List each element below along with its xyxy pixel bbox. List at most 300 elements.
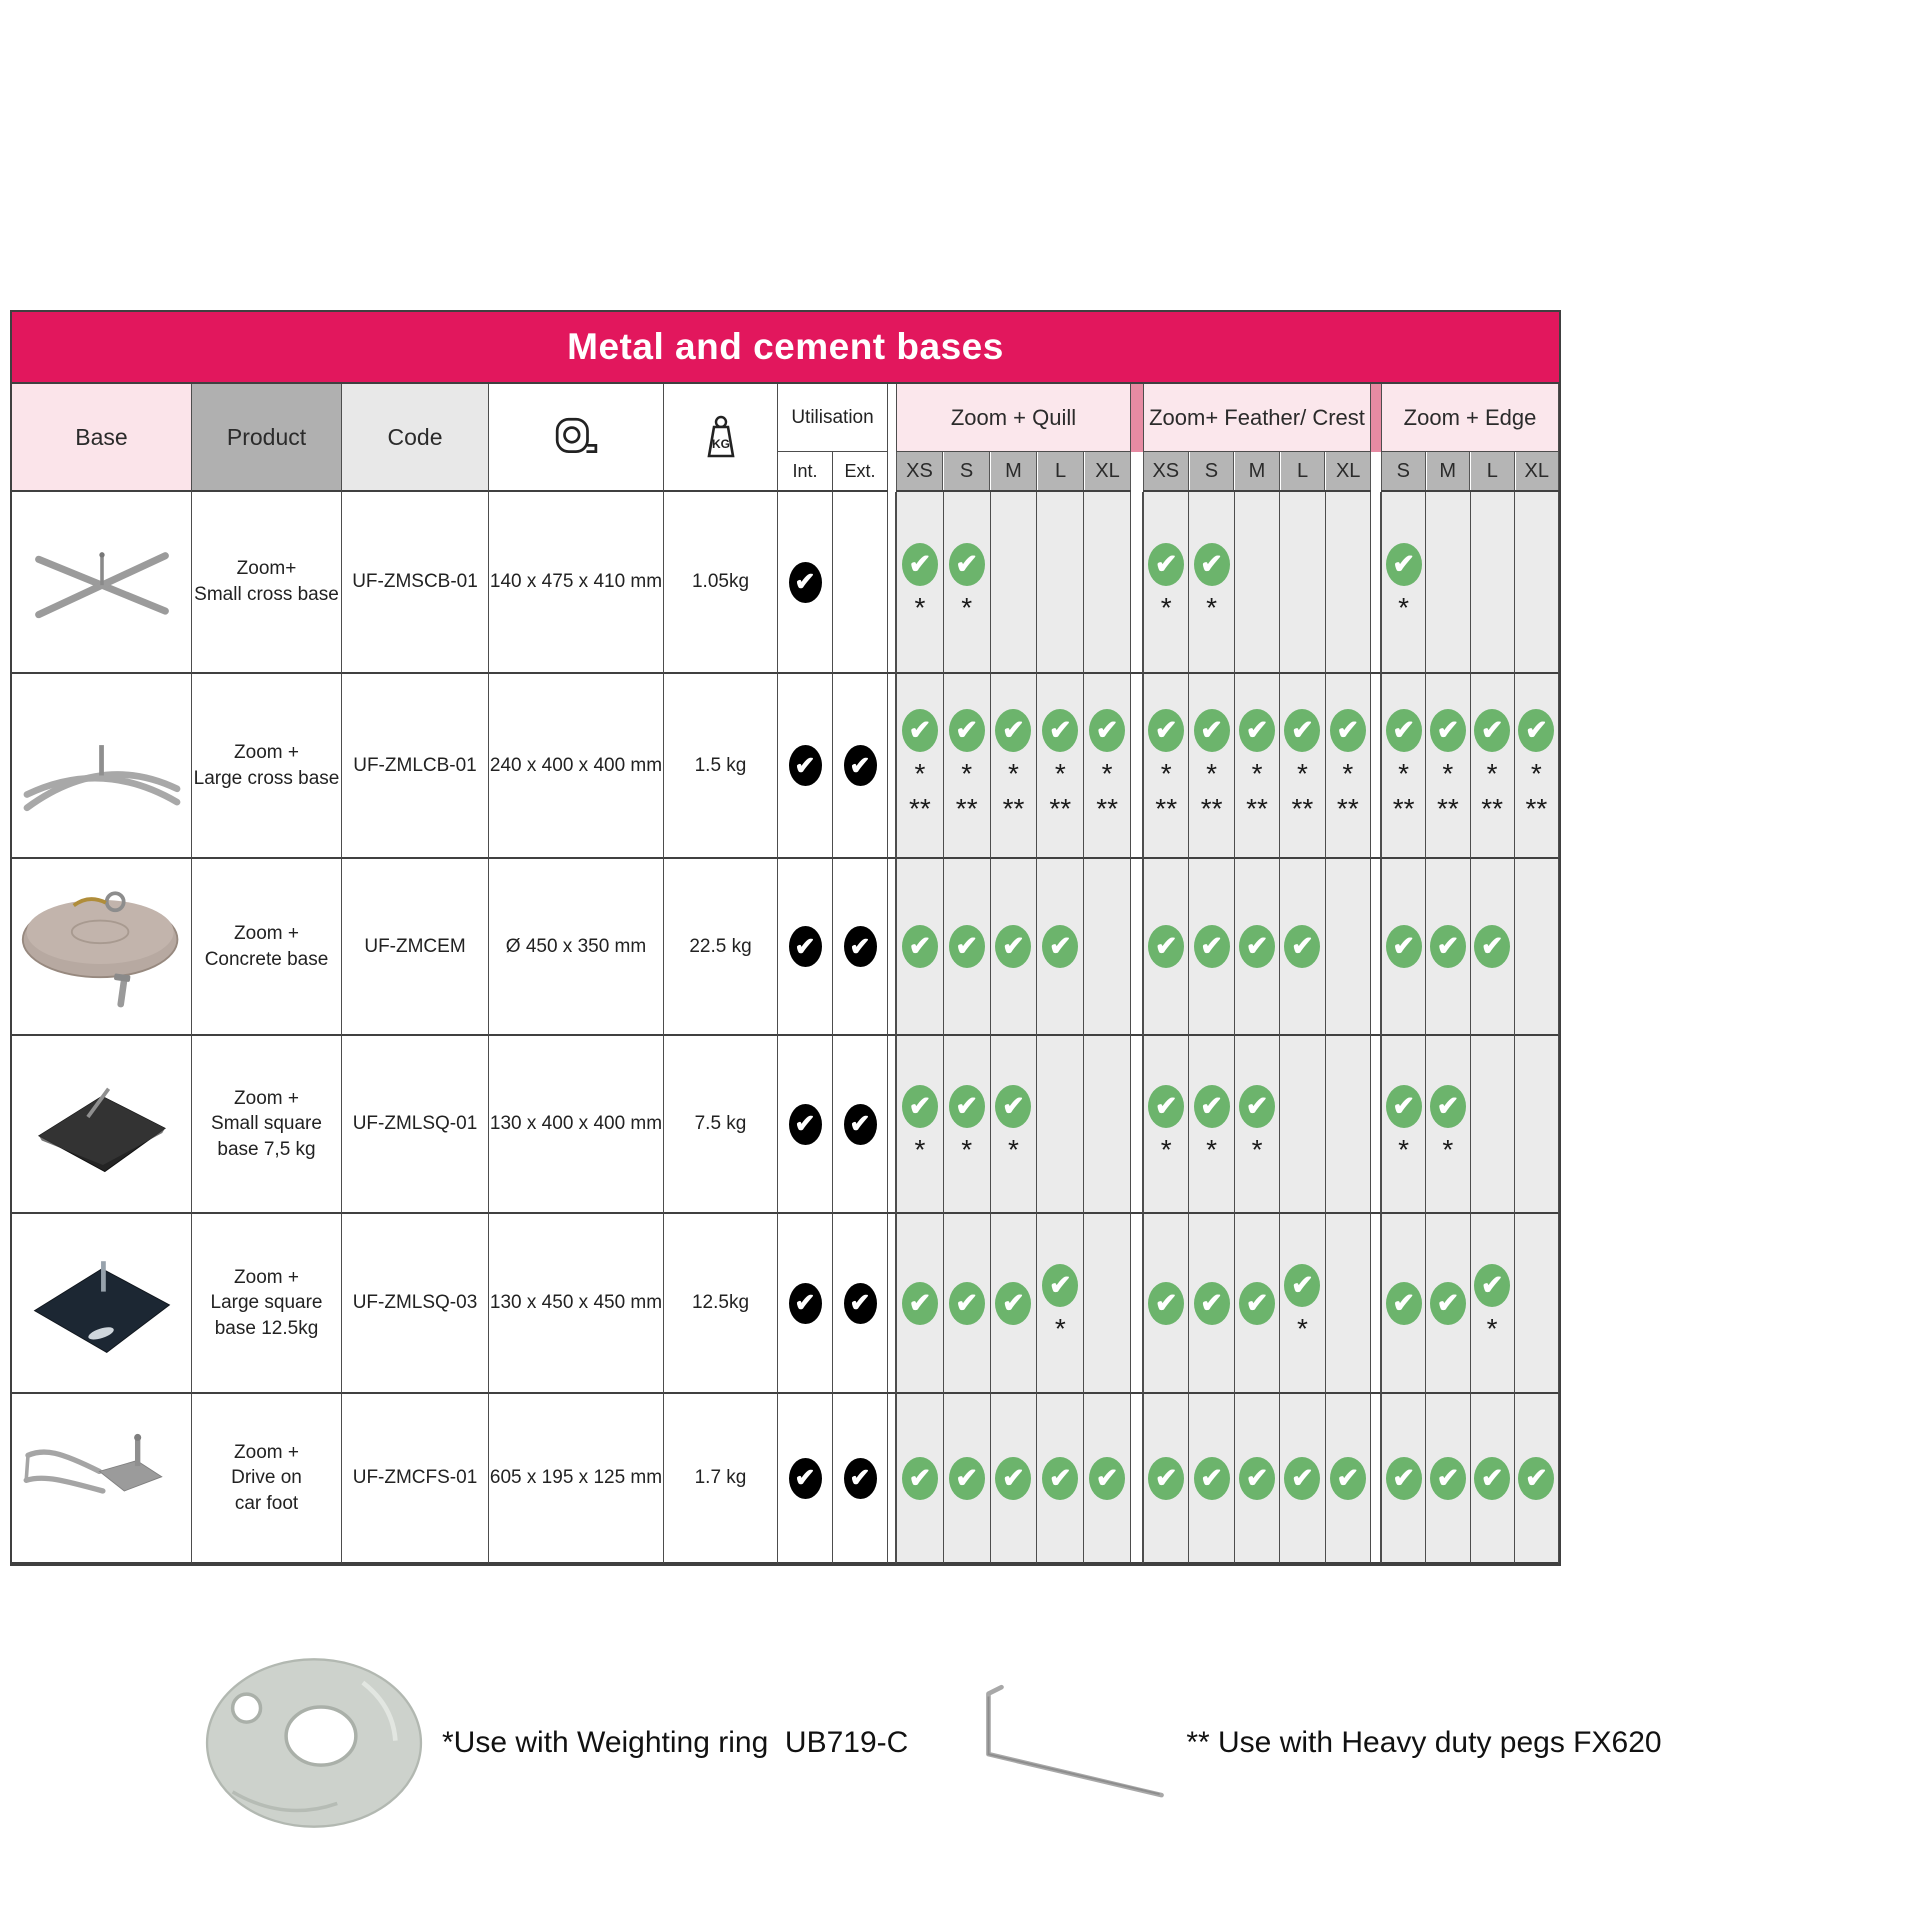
cell-feather-m: [1235, 492, 1280, 674]
section-header-quill: [896, 384, 1131, 492]
asterisk-note: *: [1296, 1313, 1308, 1344]
cell-quill-xl: [1084, 1036, 1131, 1214]
asterisk-note: **: [1291, 793, 1314, 824]
cell-feather-xl: [1326, 1394, 1371, 1564]
cell-edge-l: [1471, 674, 1515, 859]
size-header-quill-m: M: [990, 452, 1037, 490]
asterisk-note: *: [961, 592, 973, 623]
heavy-duty-peg-image: [968, 1677, 1182, 1809]
cell-quill-xs: [896, 1394, 944, 1564]
cell-feather-xs: [1143, 1394, 1189, 1564]
green-check-icon: ✔: [949, 543, 985, 586]
cell-edge-xl: [1515, 1214, 1559, 1394]
green-check-icon: ✔: [995, 1085, 1031, 1128]
small-square-base-image: [12, 1036, 192, 1214]
cell-quill-m: [991, 1394, 1038, 1564]
cell-quill-s: [944, 859, 991, 1036]
product-weight: 7.5 kg: [664, 1036, 778, 1214]
green-check-icon: ✔: [1386, 543, 1422, 586]
cell-feather-s: [1189, 492, 1234, 674]
asterisk-note: **: [1246, 793, 1268, 824]
column-gap: [1371, 1394, 1381, 1564]
green-check-icon: ✔: [1430, 1457, 1466, 1500]
column-gap: [888, 859, 896, 1036]
product-code: UF-ZMCFS-01: [342, 1394, 489, 1564]
table-row: [12, 1214, 1559, 1394]
green-check-icon: ✔: [949, 1282, 985, 1325]
asterisk-note: **: [1481, 793, 1504, 824]
column-gap: [1131, 384, 1143, 492]
column-gap: [888, 492, 896, 674]
asterisk-note: **: [1392, 793, 1415, 824]
table-row: [12, 1394, 1559, 1564]
asterisk-note: *: [1008, 1134, 1019, 1165]
asterisk-note: *: [1008, 758, 1019, 789]
product-dimensions: 130 x 400 x 400 mm: [489, 1036, 664, 1214]
green-check-icon: ✔: [1474, 925, 1510, 968]
green-check-icon: ✔: [1284, 1264, 1320, 1307]
cell-quill-s: [944, 1036, 991, 1214]
cell-feather-s: [1189, 1214, 1234, 1394]
section-quill-cells: [896, 1394, 1131, 1564]
green-check-icon: ✔: [1518, 1457, 1554, 1500]
column-gap: [1371, 1036, 1381, 1214]
product-dimensions: 140 x 475 x 410 mm: [489, 492, 664, 674]
cell-feather-xs: [1143, 1036, 1189, 1214]
asterisk-note: *: [1160, 758, 1172, 789]
cell-feather-m: [1235, 1036, 1280, 1214]
section-feather-cells: [1143, 674, 1371, 859]
asterisk-note: **: [1336, 793, 1359, 824]
green-check-icon: ✔: [1148, 1282, 1184, 1325]
green-check-icon: ✔: [1518, 709, 1554, 752]
column-gap: [1131, 492, 1143, 674]
green-check-icon: ✔: [1194, 925, 1230, 968]
cell-feather-s: [1189, 1036, 1234, 1214]
legend-footer: [180, 1650, 1662, 1836]
cell-feather-xs: [1143, 1214, 1189, 1394]
size-header-edge-m: M: [1426, 452, 1471, 490]
cell-quill-xl: [1084, 859, 1131, 1036]
product-dimensions: 605 x 195 x 125 mm: [489, 1394, 664, 1564]
table-row: [12, 859, 1559, 1036]
size-header-feather-m: M: [1234, 452, 1280, 490]
asterisk-note: *: [914, 758, 926, 789]
ext-utilisation-cell: [833, 492, 888, 674]
cell-feather-l: [1280, 859, 1325, 1036]
cell-quill-l: [1037, 1036, 1084, 1214]
column-gap: [888, 1214, 896, 1394]
product-code: UF-ZMSCB-01: [342, 492, 489, 674]
svg-text:KG: KG: [711, 437, 730, 451]
table-header: [12, 384, 1559, 492]
green-check-icon: ✔: [1284, 709, 1320, 752]
cell-quill-xl: [1084, 1394, 1131, 1564]
asterisk-note: **: [1436, 793, 1459, 824]
product-weight: 1.05kg: [664, 492, 778, 674]
product-weight: 12.5kg: [664, 1214, 778, 1394]
bases-table: [10, 310, 1561, 1566]
asterisk-note: **: [1155, 793, 1178, 824]
cell-feather-xs: [1143, 492, 1189, 674]
green-check-icon: ✔: [1386, 1457, 1422, 1500]
green-check-icon: ✔: [1239, 1282, 1275, 1325]
cell-edge-xl: [1515, 674, 1559, 859]
asterisk-note: **: [1096, 793, 1118, 824]
cell-quill-s: [944, 674, 991, 859]
cell-edge-l: [1471, 1394, 1515, 1564]
section-quill-cells: [896, 1214, 1131, 1394]
star-note: *Use with Weighting ring UB719-C: [442, 1726, 909, 1759]
cell-quill-l: [1037, 859, 1084, 1036]
green-check-icon: ✔: [1386, 709, 1422, 752]
cell-edge-s: [1381, 492, 1426, 674]
asterisk-note: **: [1525, 793, 1548, 824]
cell-feather-xs: [1143, 674, 1189, 859]
cell-feather-s: [1189, 1394, 1234, 1564]
section-edge-cells: [1381, 1036, 1559, 1214]
green-check-icon: ✔: [1042, 709, 1078, 752]
size-header-feather-xl: XL: [1325, 452, 1371, 490]
cell-feather-m: [1235, 859, 1280, 1036]
asterisk-note: **: [1049, 793, 1072, 824]
section-feather-cells: [1143, 1036, 1371, 1214]
green-check-icon: ✔: [995, 709, 1031, 752]
cell-quill-s: [944, 1394, 991, 1564]
cell-quill-s: [944, 1214, 991, 1394]
product-name: Zoom + Drive on car foot: [192, 1394, 342, 1564]
green-check-icon: ✔: [1386, 1282, 1422, 1325]
cell-feather-l: [1280, 492, 1325, 674]
size-header-feather-xs: XS: [1143, 452, 1189, 490]
green-check-icon: ✔: [1042, 1264, 1078, 1307]
product-name: Zoom+ Small cross base: [192, 492, 342, 674]
product-weight: 1.5 kg: [664, 674, 778, 859]
table-title: Metal and cement bases: [12, 312, 1559, 384]
table-body: [12, 492, 1559, 1564]
asterisk-note: *: [1442, 1134, 1454, 1165]
green-check-icon: ✔: [949, 1085, 985, 1128]
cell-quill-xs: [896, 674, 944, 859]
cell-feather-l: [1280, 674, 1325, 859]
green-check-icon: ✔: [1430, 1085, 1466, 1128]
asterisk-note: *: [1054, 1313, 1066, 1344]
green-check-icon: ✔: [949, 1457, 985, 1500]
cell-feather-l: [1280, 1036, 1325, 1214]
measuring-tape-icon: [550, 414, 602, 460]
cell-quill-l: [1037, 1394, 1084, 1564]
asterisk-note: *: [1486, 1313, 1498, 1344]
ext-utilisation-cell: [833, 1394, 888, 1564]
section-quill-cells: [896, 674, 1131, 859]
black-check-icon: ✔: [844, 745, 877, 786]
asterisk-note: *: [1251, 758, 1263, 789]
asterisk-note: *: [1206, 1134, 1218, 1165]
cell-edge-m: [1426, 1394, 1470, 1564]
product-code: UF-ZMLSQ-03: [342, 1214, 489, 1394]
cell-feather-l: [1280, 1214, 1325, 1394]
ext-utilisation-cell: [833, 674, 888, 859]
black-check-icon: ✔: [789, 562, 822, 603]
ext-utilisation-cell: [833, 1214, 888, 1394]
green-check-icon: ✔: [1386, 1085, 1422, 1128]
cell-edge-m: [1426, 1036, 1470, 1214]
col-header-dimensions: [489, 384, 664, 492]
green-check-icon: ✔: [1089, 709, 1125, 752]
size-header-quill-l: L: [1037, 452, 1084, 490]
green-check-icon: ✔: [1194, 543, 1230, 586]
cell-edge-xl: [1515, 1036, 1559, 1214]
column-gap: [1371, 674, 1381, 859]
green-check-icon: ✔: [995, 1282, 1031, 1325]
cell-feather-l: [1280, 1394, 1325, 1564]
asterisk-note: *: [961, 758, 973, 789]
section-feather-cells: [1143, 1214, 1371, 1394]
section-label-feather: Zoom+ Feather/ Crest: [1143, 384, 1371, 452]
cell-edge-m: [1426, 859, 1470, 1036]
column-gap: [888, 384, 896, 492]
column-gap: [1131, 1036, 1143, 1214]
section-edge-cells: [1381, 674, 1559, 859]
cell-quill-xs: [896, 1036, 944, 1214]
col-header-weight: [664, 384, 778, 492]
col-header-utilisation: Utilisation: [778, 384, 888, 452]
asterisk-note: *: [1398, 758, 1410, 789]
green-check-icon: ✔: [902, 543, 938, 586]
black-check-icon: ✔: [789, 1104, 822, 1145]
asterisk-note: *: [1206, 592, 1218, 623]
size-header-quill-xs: XS: [896, 452, 943, 490]
asterisk-note: **: [1200, 793, 1223, 824]
size-header-quill-s: S: [943, 452, 990, 490]
green-check-icon: ✔: [1474, 1264, 1510, 1307]
asterisk-note: *: [1486, 758, 1498, 789]
cell-edge-s: [1381, 674, 1426, 859]
green-check-icon: ✔: [1042, 925, 1078, 968]
double-star-note: ** Use with Heavy duty pegs FX620: [1186, 1726, 1662, 1759]
cell-edge-s: [1381, 1214, 1426, 1394]
table-row: [12, 492, 1559, 674]
int-utilisation-cell: [778, 1036, 833, 1214]
asterisk-note: *: [1101, 758, 1113, 789]
cell-feather-xl: [1326, 859, 1371, 1036]
cell-edge-xl: [1515, 859, 1559, 1036]
green-check-icon: ✔: [1089, 1457, 1125, 1500]
green-check-icon: ✔: [1386, 925, 1422, 968]
cell-feather-s: [1189, 859, 1234, 1036]
ext-utilisation-cell: [833, 1036, 888, 1214]
product-dimensions: 130 x 450 x 450 mm: [489, 1214, 664, 1394]
green-check-icon: ✔: [902, 1282, 938, 1325]
green-check-icon: ✔: [1148, 543, 1184, 586]
section-label-edge: Zoom + Edge: [1381, 384, 1559, 452]
col-header-product: Product: [192, 384, 342, 492]
cell-feather-m: [1235, 674, 1280, 859]
cell-feather-xl: [1326, 674, 1371, 859]
section-edge-cells: [1381, 1214, 1559, 1394]
section-quill-cells: [896, 1036, 1131, 1214]
green-check-icon: ✔: [1148, 925, 1184, 968]
green-check-icon: ✔: [1330, 709, 1366, 752]
cell-feather-m: [1235, 1394, 1280, 1564]
asterisk-note: *: [1296, 758, 1308, 789]
ext-utilisation-cell: [833, 859, 888, 1036]
section-feather-cells: [1143, 859, 1371, 1036]
green-check-icon: ✔: [1194, 1282, 1230, 1325]
green-check-icon: ✔: [1284, 1457, 1320, 1500]
asterisk-note: *: [1160, 1134, 1172, 1165]
column-gap: [1131, 1394, 1143, 1564]
cell-quill-xl: [1084, 492, 1131, 674]
green-check-icon: ✔: [1148, 709, 1184, 752]
large-cross-base-image: [12, 674, 192, 859]
asterisk-note: *: [1398, 1134, 1410, 1165]
cell-feather-s: [1189, 674, 1234, 859]
black-check-icon: ✔: [789, 1283, 822, 1324]
cell-quill-m: [991, 492, 1038, 674]
product-code: UF-ZMLSQ-01: [342, 1036, 489, 1214]
product-weight: 22.5 kg: [664, 859, 778, 1036]
int-utilisation-cell: [778, 1394, 833, 1564]
asterisk-note: **: [909, 793, 931, 824]
green-check-icon: ✔: [1430, 925, 1466, 968]
int-utilisation-cell: [778, 859, 833, 1036]
green-check-icon: ✔: [1042, 1457, 1078, 1500]
asterisk-note: *: [1206, 758, 1218, 789]
size-header-feather-l: L: [1280, 452, 1326, 490]
green-check-icon: ✔: [1148, 1085, 1184, 1128]
asterisk-note: *: [1342, 758, 1354, 789]
green-check-icon: ✔: [1430, 709, 1466, 752]
cell-edge-s: [1381, 1394, 1426, 1564]
col-header-ext: Ext.: [833, 452, 888, 490]
weight-kg-icon: [699, 414, 743, 460]
cell-edge-m: [1426, 1214, 1470, 1394]
black-check-icon: ✔: [789, 745, 822, 786]
product-dimensions: Ø 450 x 350 mm: [489, 859, 664, 1036]
product-name: Zoom + Concrete base: [192, 859, 342, 1036]
green-check-icon: ✔: [1239, 1085, 1275, 1128]
black-check-icon: ✔: [844, 926, 877, 967]
drive-on-car-foot-image: [12, 1394, 192, 1564]
black-check-icon: ✔: [789, 1458, 822, 1499]
section-quill-cells: [896, 492, 1131, 674]
column-gap: [1131, 674, 1143, 859]
cell-edge-xl: [1515, 492, 1559, 674]
asterisk-note: **: [955, 793, 978, 824]
size-header-edge-l: L: [1470, 452, 1515, 490]
asterisk-note: *: [961, 1134, 973, 1165]
small-cross-base-image: [12, 492, 192, 674]
table-row: [12, 1036, 1559, 1214]
column-gap: [1131, 859, 1143, 1036]
cell-edge-s: [1381, 859, 1426, 1036]
cell-quill-m: [991, 859, 1038, 1036]
cell-quill-m: [991, 1214, 1038, 1394]
section-feather-cells: [1143, 492, 1371, 674]
asterisk-note: *: [914, 592, 926, 623]
col-header-int: Int.: [778, 452, 833, 490]
cell-edge-m: [1426, 492, 1470, 674]
int-utilisation-cell: [778, 492, 833, 674]
green-check-icon: ✔: [1330, 1457, 1366, 1500]
product-weight: 1.7 kg: [664, 1394, 778, 1564]
weighting-ring-image: [180, 1650, 448, 1836]
size-header-feather-s: S: [1189, 452, 1235, 490]
cell-quill-xs: [896, 492, 944, 674]
cell-edge-l: [1471, 859, 1515, 1036]
black-check-icon: ✔: [844, 1458, 877, 1499]
cell-quill-xl: [1084, 1214, 1131, 1394]
section-header-feather: [1143, 384, 1371, 492]
cell-quill-xs: [896, 859, 944, 1036]
green-check-icon: ✔: [995, 925, 1031, 968]
product-dimensions: 240 x 400 x 400 mm: [489, 674, 664, 859]
column-gap: [888, 674, 896, 859]
green-check-icon: ✔: [902, 1457, 938, 1500]
green-check-icon: ✔: [1239, 925, 1275, 968]
product-code: UF-ZMCEM: [342, 859, 489, 1036]
size-header-edge-s: S: [1381, 452, 1426, 490]
cell-edge-l: [1471, 492, 1515, 674]
size-header-quill-xl: XL: [1084, 452, 1131, 490]
section-quill-cells: [896, 859, 1131, 1036]
cell-quill-l: [1037, 674, 1084, 859]
green-check-icon: ✔: [949, 925, 985, 968]
cell-quill-s: [944, 492, 991, 674]
column-gap: [1371, 492, 1381, 674]
asterisk-note: *: [1398, 592, 1410, 623]
asterisk-note: **: [1002, 793, 1025, 824]
cell-edge-xl: [1515, 1394, 1559, 1564]
table-row: [12, 674, 1559, 859]
asterisk-note: *: [914, 1134, 926, 1165]
cell-quill-xl: [1084, 674, 1131, 859]
green-check-icon: ✔: [902, 709, 938, 752]
cell-edge-m: [1426, 674, 1470, 859]
column-gap: [888, 1036, 896, 1214]
size-header-edge-xl: XL: [1515, 452, 1560, 490]
cell-quill-m: [991, 1036, 1038, 1214]
section-feather-cells: [1143, 1394, 1371, 1564]
product-name: Zoom + Large cross base: [192, 674, 342, 859]
section-edge-cells: [1381, 1394, 1559, 1564]
black-check-icon: ✔: [844, 1283, 877, 1324]
asterisk-note: *: [1054, 758, 1066, 789]
green-check-icon: ✔: [1194, 1457, 1230, 1500]
section-edge-cells: [1381, 492, 1559, 674]
column-gap: [1131, 1214, 1143, 1394]
product-name: Zoom + Small square base 7,5 kg: [192, 1036, 342, 1214]
large-square-base-image: [12, 1214, 192, 1394]
int-utilisation-cell: [778, 674, 833, 859]
green-check-icon: ✔: [902, 1085, 938, 1128]
green-check-icon: ✔: [1474, 1457, 1510, 1500]
cell-feather-m: [1235, 1214, 1280, 1394]
green-check-icon: ✔: [949, 709, 985, 752]
column-gap: [1371, 1214, 1381, 1394]
cell-quill-m: [991, 674, 1038, 859]
section-edge-cells: [1381, 859, 1559, 1036]
cell-quill-l: [1037, 1214, 1084, 1394]
concrete-base-image: [12, 859, 192, 1036]
product-name: Zoom + Large square base 12.5kg: [192, 1214, 342, 1394]
cell-edge-s: [1381, 1036, 1426, 1214]
green-check-icon: ✔: [1194, 1085, 1230, 1128]
asterisk-note: *: [1442, 758, 1454, 789]
column-gap: [1371, 859, 1381, 1036]
col-header-utilisation-group: [778, 384, 888, 492]
